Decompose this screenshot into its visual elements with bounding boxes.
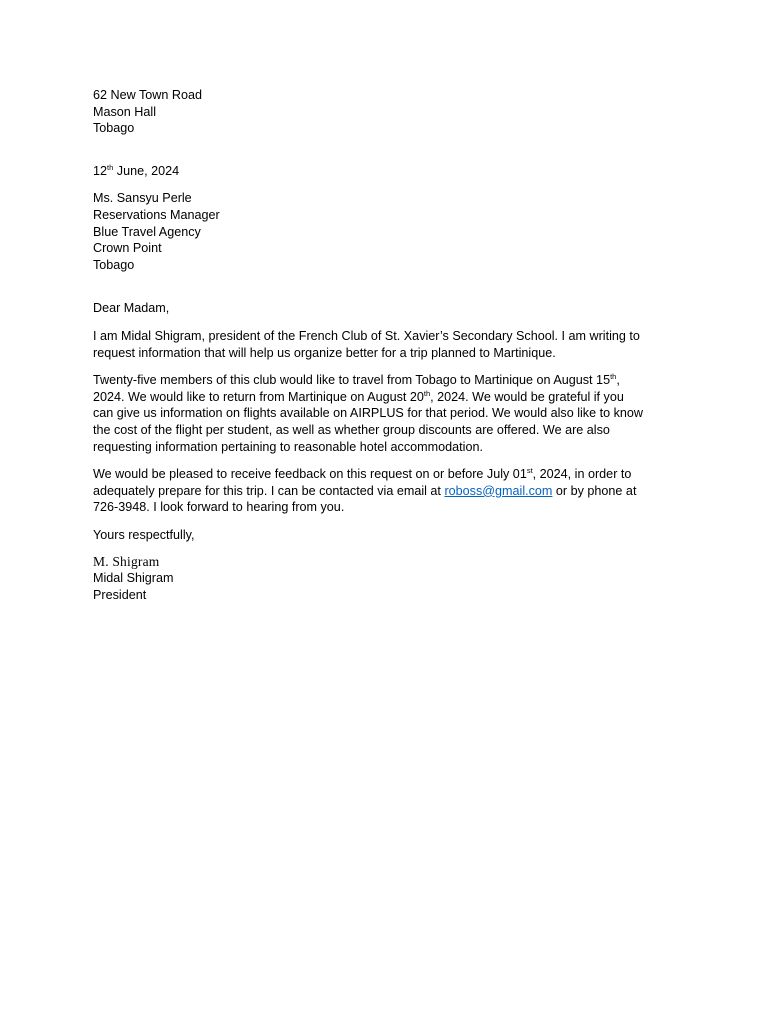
paragraph-travel-details (93, 372, 668, 455)
sender-address-line: 62 New Town Road (93, 88, 202, 102)
paragraph-contact (93, 466, 668, 516)
recipient-island: Tobago (93, 257, 135, 272)
signer-block (93, 570, 668, 603)
email-link[interactable]: roboss@gmail.com (444, 483, 553, 498)
paragraph-line: Twenty-five members of this club would like to travel from Tobago to Martinique on August 15th, (93, 372, 620, 388)
paragraph-line: 726-3948. I look forward to hearing from you. (93, 500, 345, 515)
signer-title: President (93, 588, 147, 603)
letter-date (93, 163, 668, 180)
paragraph-line: adequately prepare for this trip. I can be contacted via email at roboss@gmail.com or by phone at (93, 483, 637, 498)
date-day: 12 (93, 163, 108, 178)
closing (93, 527, 668, 544)
recipient-name: Ms. Sansyu Perle (93, 191, 192, 206)
paragraph-line: request information that will help us organize better for a trip planned to Martinique. (93, 345, 556, 360)
ordinal-suffix: st (526, 466, 533, 476)
recipient-title: Reservations Manager (93, 207, 220, 222)
recipient-city: Crown Point (93, 241, 162, 256)
sender-address-line: Mason Hall (93, 104, 156, 119)
ordinal-suffix: th (610, 372, 617, 382)
recipient-company: Blue Travel Agency (93, 224, 201, 239)
signer-name: Midal Shigram (93, 571, 174, 586)
paragraph-line: I am Midal Shigram, president of the French Club of St. Xavier’s Secondary School. I am writing to (93, 328, 640, 343)
sender-address-line: Tobago (93, 121, 135, 136)
letter-body (93, 87, 668, 604)
recipient-address (93, 190, 668, 273)
salutation-text: Dear Madam, (93, 301, 170, 316)
paragraph-line: can give us information on flights available on AIRPLUS for that period. We would also like to know (93, 406, 643, 421)
sender-address (93, 87, 668, 137)
paragraph-line: 2024. We would like to return from Martinique on August 20th, 2024. We would be grateful if you (93, 388, 624, 404)
paragraph-line: requesting information pertaining to reasonable hotel accommodation. (93, 439, 483, 454)
date-suffix: th (107, 162, 114, 172)
closing-text: Yours respectfully, (93, 527, 195, 542)
ordinal-suffix: th (423, 388, 431, 398)
salutation (93, 300, 668, 317)
paragraph-intro (93, 328, 668, 361)
handwritten-signature: M. Shigram (93, 554, 160, 570)
paragraph-line: We would be pleased to receive feedback on this request on or before July 01st, 2024, in order to (93, 466, 632, 482)
date-rest: June, 2024 (113, 163, 180, 178)
paragraph-line: the cost of the flight per student, as well as whether group discounts are offered. We are also (93, 422, 610, 437)
